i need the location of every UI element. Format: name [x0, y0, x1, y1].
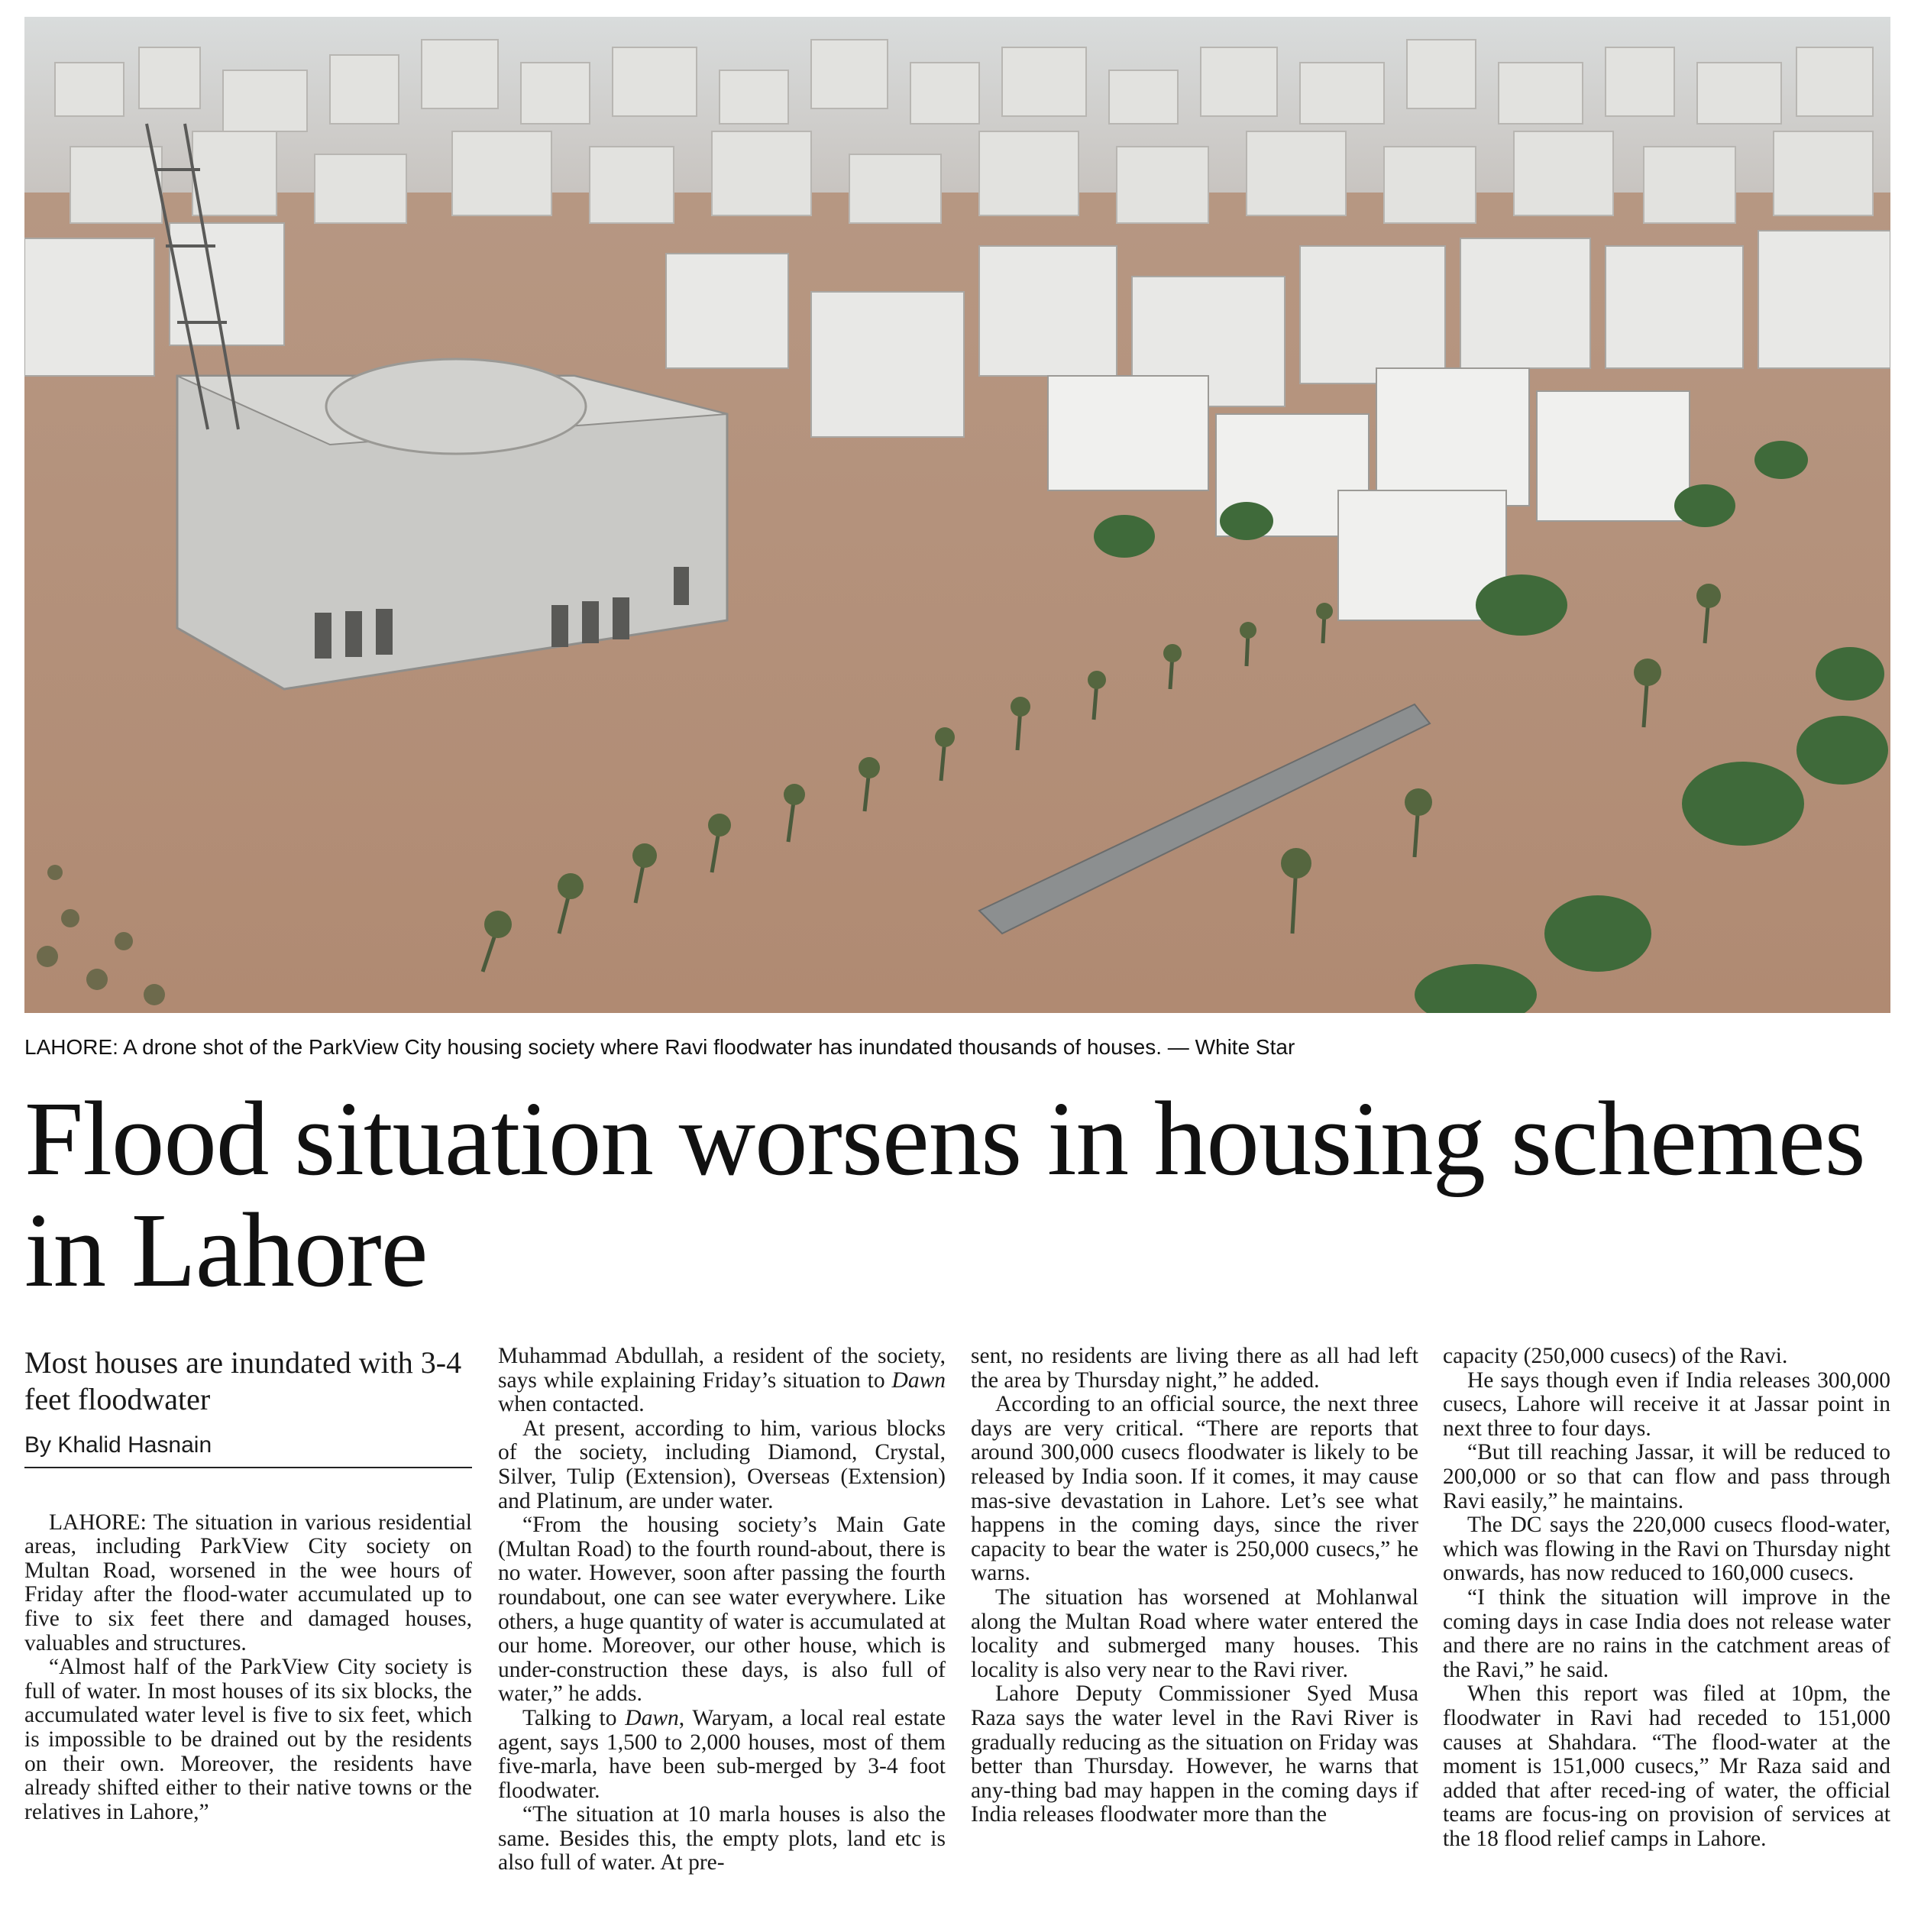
- standfirst: Most houses are inundated with 3-4 feet floodwater: [24, 1345, 462, 1416]
- newspaper-name: Dawn: [891, 1367, 946, 1393]
- article-column-1: [24, 1345, 472, 1925]
- paragraph: “Almost half of the ParkView City society is full of water. In most houses of its six blocks, the accumulated water level is five to six feet, which is impossible to be drained out by the residents on their own. Moreover, the residents have already shifted either to their native towns or the relatives in Lahore,”: [24, 1655, 472, 1824]
- paragraph: According to an official source, the next three days are very critical. “There are reports that around 300,000 cusecs floodwater is likely to be released by India soon. If it comes, it may cause mas-sive devastation in Lahore. Let’s see what happens in the coming days, since the river capacity to bear the water is 250,000 cusecs,” he warns.: [971, 1392, 1418, 1586]
- newspaper-name: Dawn: [625, 1705, 679, 1730]
- photo-caption: LAHORE: A drone shot of the ParkView City housing society where Ravi floodwater has inundated thousands of houses. — White Star: [24, 1035, 1295, 1059]
- article-column-4: [1443, 1345, 1890, 1925]
- paragraph: When this report was filed at 10pm, the floodwater in Ravi had receded to 151,000 causes at Shahdara. “The flood-water at the moment is 151,000 cusecs,” Mr Raza said and added that after reced-ing of water, the official teams are focus-ing on provision of services at the 18 flood relief camps in Lahore.: [1443, 1681, 1890, 1851]
- paragraph: At present, according to him, various blocks of the society, including Diamond, Crystal, Silver, Tulip (Extension), Overseas (Extension) and Platinum, are under water.: [498, 1416, 946, 1513]
- paragraph: The situation has worsened at Mohlanwal along the Multan Road where water entered the locality and submerged many houses. This locality is also very near to the Ravi river.: [971, 1584, 1418, 1682]
- paragraph: “But till reaching Jassar, it will be reduced to 200,000 or so that can flow and pass through Ravi easily,” he maintains.: [1443, 1440, 1890, 1513]
- article-column-2: [498, 1345, 946, 1925]
- byline-rule: [24, 1467, 472, 1468]
- news-photo: [24, 17, 1890, 1013]
- paragraph: “From the housing society’s Main Gate (Multan Road) to the fourth round-about, there is no water. However, soon after passing the fourth roundabout, one can see water everywhere. Like others, a huge quantity of water is accumulated at our home. Moreover, our other house, which is under-construction these days, is also full of water,” he adds.: [498, 1513, 946, 1707]
- paragraph: The DC says the 220,000 cusecs flood-water, which was flowing in the Ravi on Thursday night onwards, has now reduced to 160,000 cusecs.: [1443, 1513, 1890, 1586]
- paragraph: Lahore Deputy Commissioner Syed Musa Raza says the water level in the Ravi River is gradually reducing as the situation on Friday was better than Thursday. However, he warns that any-thing bad may happen in the coming days if India releases floodwater more than the: [971, 1681, 1418, 1827]
- paragraph-text: Talking to: [522, 1705, 626, 1730]
- article-column-3: [971, 1345, 1418, 1925]
- paragraph: He says though even if India releases 300,000 cusecs, Lahore will receive it at Jassar point in next three to four days.: [1443, 1367, 1890, 1441]
- paragraph: [498, 1707, 946, 1803]
- paragraph-text: , Waryam, a local real estate agent, says 1,500 to 2,000 houses, most of them five-marla, have been sub-merged by 3-4 foot floodwater.: [498, 1705, 946, 1803]
- byline: By Khalid Hasnain: [24, 1432, 212, 1458]
- paragraph: “The situation at 10 marla houses is also the same. Besides this, the empty plots, land etc is also full of water. At pre-: [498, 1802, 946, 1875]
- paragraph-text: when contacted.: [498, 1392, 645, 1417]
- headline: Flood situation worsens in housing schemes in Lahore: [24, 1080, 1865, 1309]
- paragraph: LAHORE: The situation in various residential areas, including ParkView City society on Multan Road, worsened in the wee hours of Friday after the flood-water accumulated up to five to six feet there and damaged houses, valuables and structures.: [24, 1510, 472, 1655]
- flood-aerial-illustration: [24, 17, 1890, 1013]
- paragraph: sent, no residents are living there as all had left the area by Thursday night,” he added.: [971, 1345, 1418, 1393]
- paragraph: “I think the situation will improve in the coming days in case India does not release water and there are no rains in the catchment areas of the Ravi,” he said.: [1443, 1584, 1890, 1682]
- paragraph: capacity (250,000 cusecs) of the Ravi.: [1443, 1345, 1788, 1368]
- paragraph-text: Muhammad Abdullah, a resident of the society, says while explaining Friday’s situation to: [498, 1345, 946, 1393]
- paragraph: [498, 1345, 946, 1417]
